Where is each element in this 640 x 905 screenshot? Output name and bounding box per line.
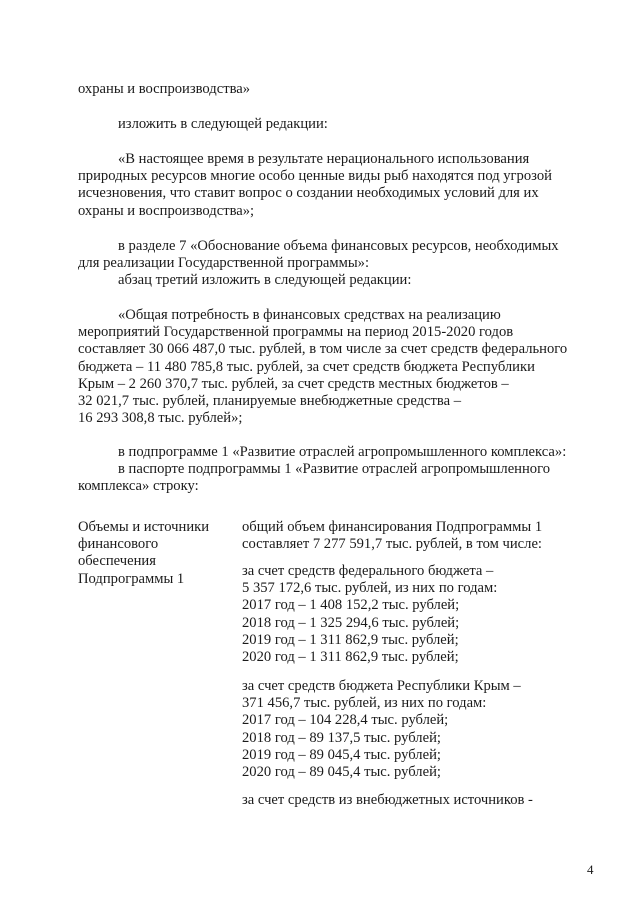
- table-right-line: 2017 год – 104 228,4 тыс. рублей;: [242, 712, 449, 729]
- text-line: Крым – 2 260 370,7 тыс. рублей, за счет средств местных бюджетов –: [78, 375, 509, 392]
- text-line: бюджета – 11 480 785,8 тыс. рублей, за счет средств бюджета Республики: [78, 358, 535, 375]
- table-right-line: за счет средств федерального бюджета –: [242, 563, 494, 579]
- table-right-line: 2019 год – 89 045,4 тыс. рублей;: [242, 746, 441, 763]
- table-left-cell: [78, 519, 228, 588]
- table-right-line: 5 357 172,6 тыс. рублей, из них по годам:: [242, 580, 498, 597]
- paragraph-quote-2: [78, 307, 598, 427]
- text-line: в паспорте подпрограммы 1 «Развитие отраслей агропромышленного: [118, 461, 551, 477]
- table-right-line: за счет средств из внебюджетных источников -: [242, 792, 533, 808]
- text-line: «В настоящее время в результате нерационального использования: [118, 151, 530, 167]
- table-left-line: Объемы и источники: [78, 519, 210, 535]
- text-line: охраны и воспроизводства»;: [78, 202, 255, 219]
- table-right-line: за счет средств бюджета Республики Крым –: [242, 678, 521, 694]
- paragraph-quote-1: [78, 151, 598, 220]
- table-right-line: 2020 год – 1 311 862,9 тыс. рублей;: [242, 649, 459, 666]
- text-line: исчезновения, что ставит вопрос о создании необходимых условий для их: [78, 185, 539, 202]
- table-right-line: 2019 год – 1 311 862,9 тыс. рублей;: [242, 631, 459, 648]
- table-right-line: 2017 год – 1 408 152,2 тыс. рублей;: [242, 597, 460, 614]
- table-left-line: финансового: [78, 536, 159, 553]
- table-right-line: 2020 год – 89 045,4 тыс. рублей;: [242, 764, 441, 781]
- paragraph-subprogram-1: [118, 444, 598, 461]
- text-line: «Общая потребность в финансовых средствах на реализацию: [118, 307, 501, 323]
- table-left-line: обеспечения: [78, 553, 156, 570]
- table-left-line: Подпрограммы 1: [78, 570, 185, 587]
- table-right-line: составляет 7 277 591,7 тыс. рублей, в том числе:: [242, 536, 542, 553]
- table-right-line: 2018 год – 1 325 294,6 тыс. рублей;: [242, 614, 460, 631]
- table-republic: [242, 678, 602, 781]
- text-line: природных ресурсов многие особо ценные виды рыб находятся под угрозой: [78, 168, 552, 185]
- table-right-line: общий объем финансирования Подпрограммы 1: [242, 519, 543, 535]
- text-line: составляет 30 066 487,0 тыс. рублей, в том числе за счет средств федерального: [78, 341, 568, 358]
- paragraph-instruction: [118, 116, 598, 133]
- text-line: в подпрограмме 1 «Развитие отраслей агропромышленного комплекса»:: [118, 444, 567, 460]
- paragraph-continuation: [78, 81, 598, 98]
- paragraph-passport: [78, 461, 598, 495]
- page-number: 4: [587, 862, 594, 877]
- text-line: 16 293 308,8 тыс. рублей»;: [78, 410, 243, 427]
- text-line: абзац третий изложить в следующей редакции:: [118, 272, 412, 288]
- table-extrabudgetary: [242, 792, 602, 809]
- text-line: в разделе 7 «Обоснование объема финансовых ресурсов, необходимых: [118, 238, 559, 254]
- paragraph-para3: [118, 272, 598, 289]
- text-line: комплекса» строку:: [78, 478, 199, 495]
- table-right-line: 371 456,7 тыс. рублей, из них по годам:: [242, 695, 487, 712]
- text-line: 32 021,7 тыс. рублей, планируемые внебюджетные средства –: [78, 393, 461, 410]
- text-line: мероприятий Государственной программы на период 2015-2020 годов: [78, 324, 514, 341]
- paragraph-section-7: [78, 238, 598, 272]
- table-total: [242, 519, 602, 553]
- text-line: изложить в следующей редакции:: [118, 116, 328, 132]
- table-right-line: 2018 год – 89 137,5 тыс. рублей;: [242, 729, 441, 746]
- table-federal: [242, 563, 602, 666]
- text-line: для реализации Государственной программы»:: [78, 255, 370, 272]
- text-line: охраны и воспроизводства»: [78, 81, 251, 97]
